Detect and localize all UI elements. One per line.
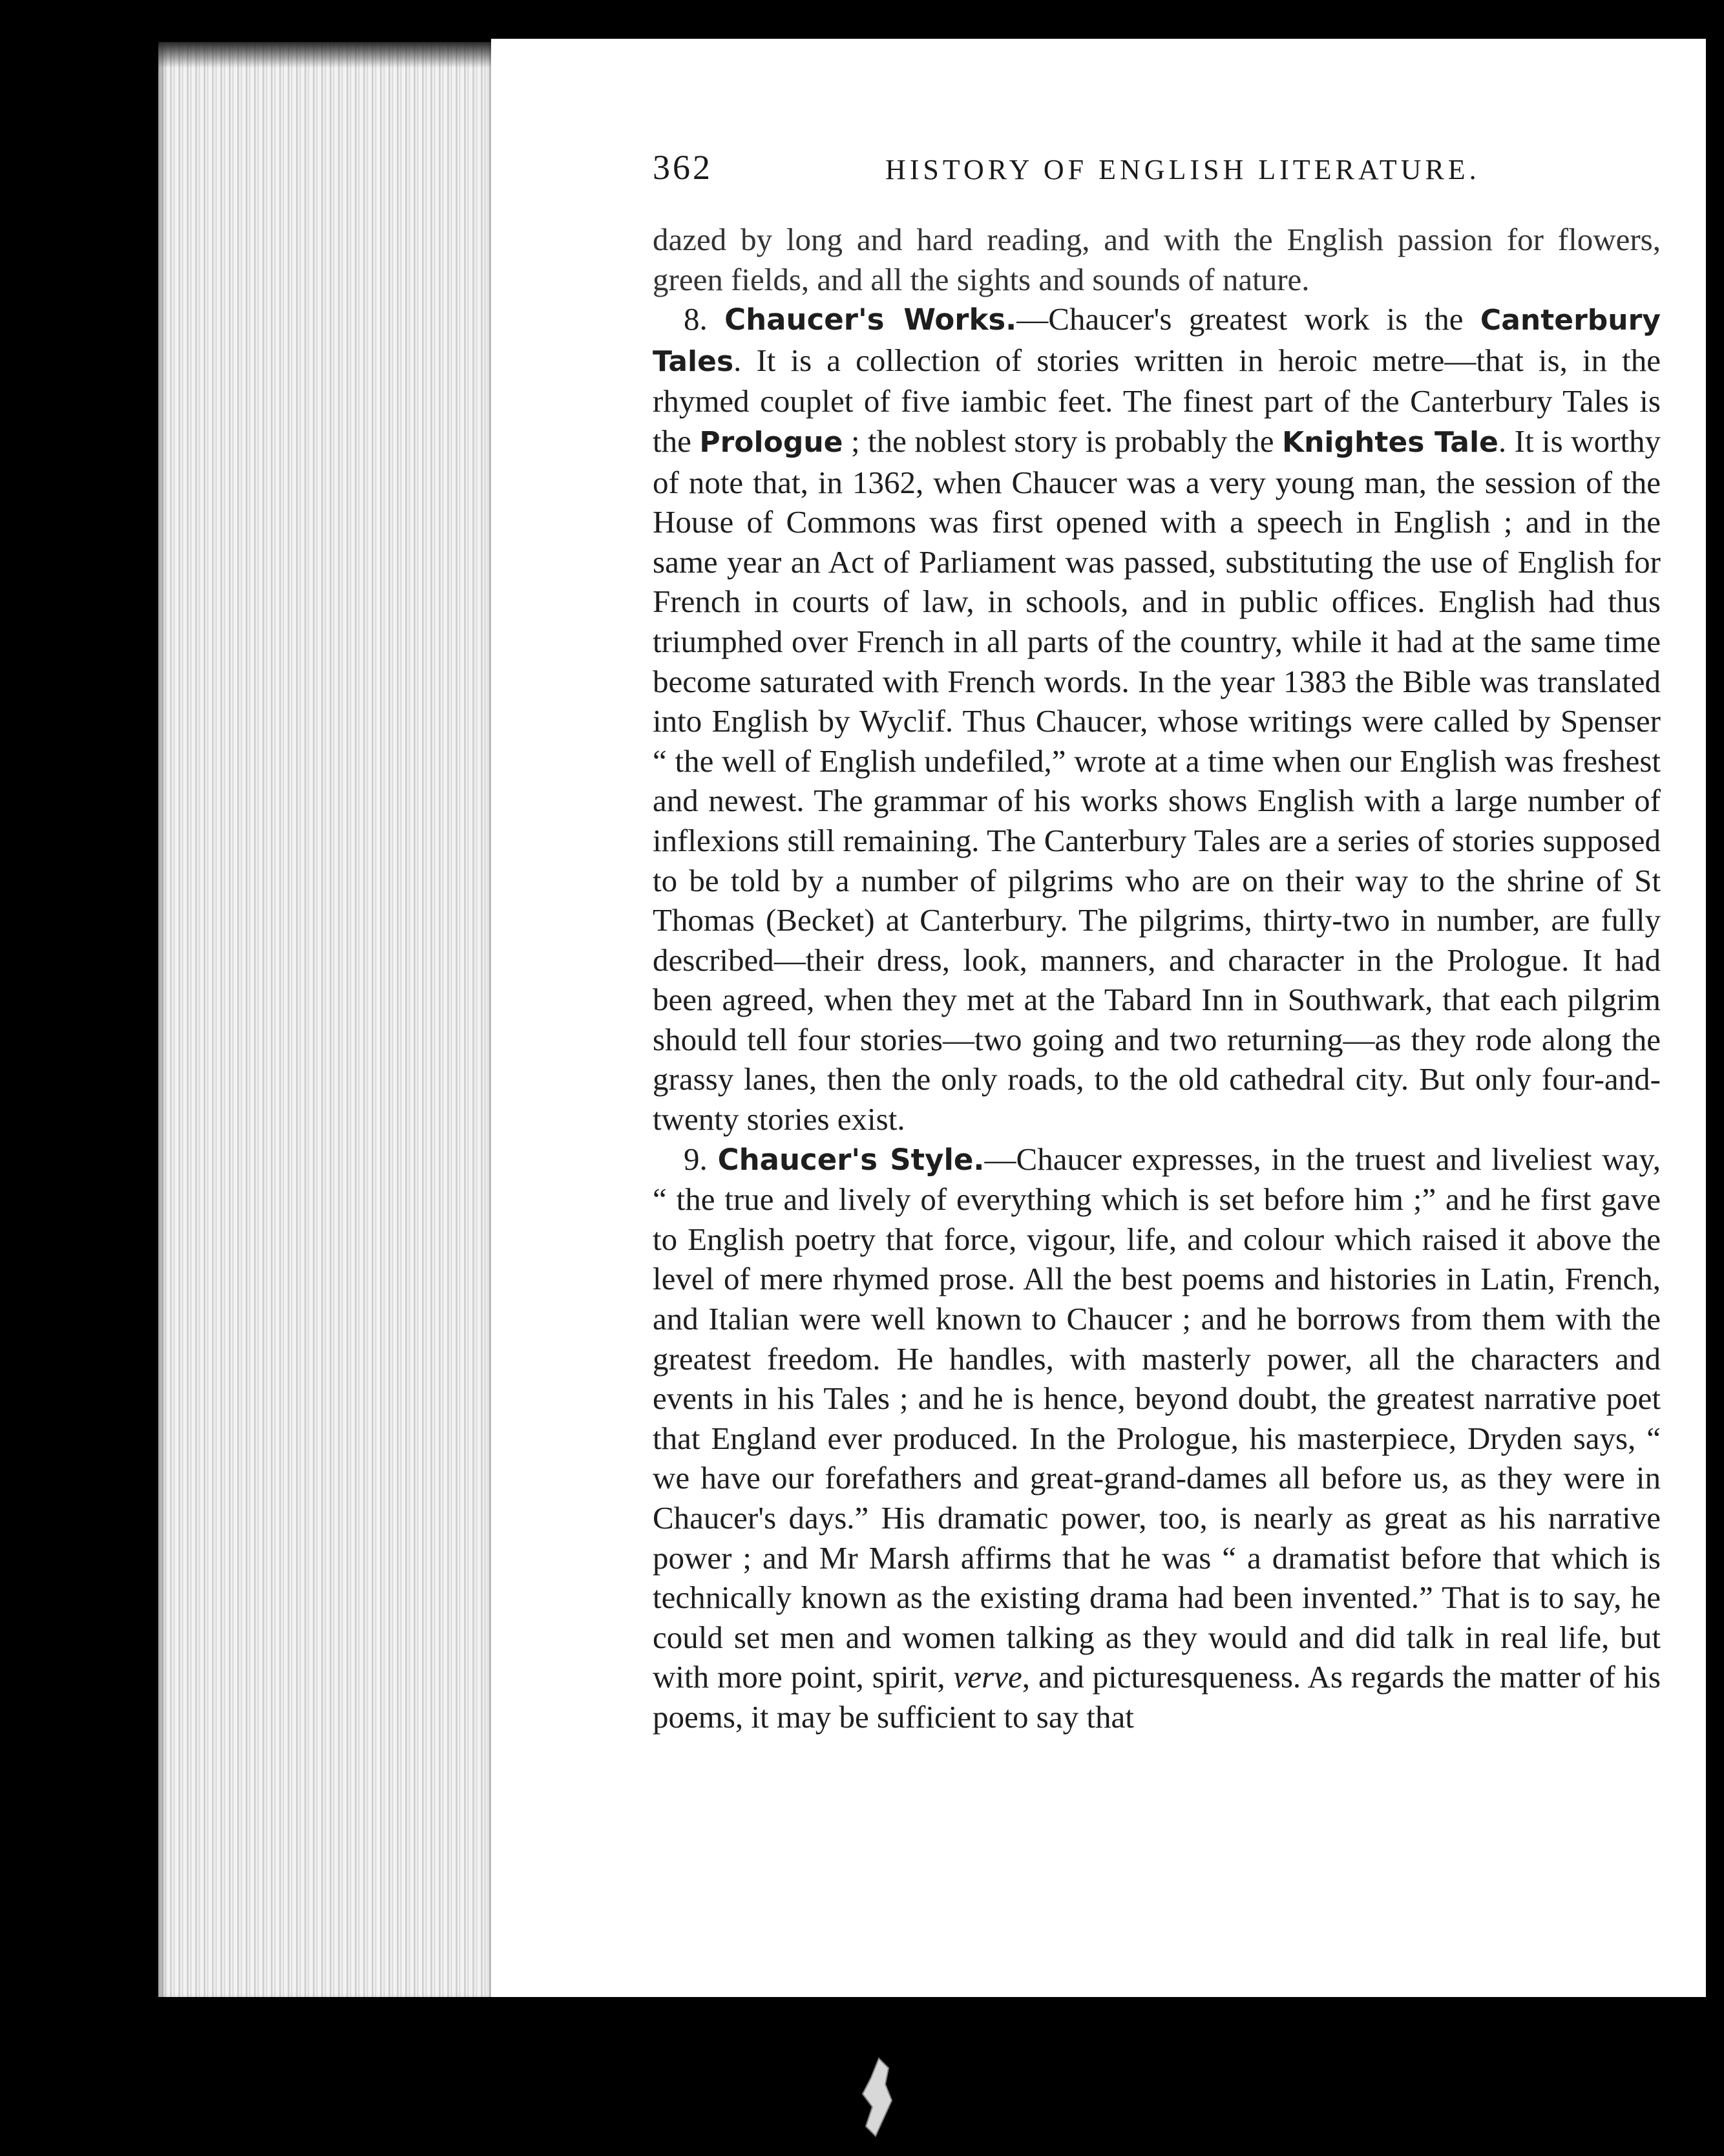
section-number: 8. xyxy=(684,301,708,337)
page-leaves xyxy=(158,42,494,2000)
section-9-paragraph xyxy=(653,1139,1661,1737)
italic-term: verve xyxy=(953,1659,1022,1695)
page-text xyxy=(653,220,1661,1737)
section-number: 9. xyxy=(684,1141,708,1177)
running-title: HISTORY OF ENGLISH LITERATURE. xyxy=(885,154,1480,185)
page-tear-mark xyxy=(853,2055,898,2139)
paragraph-continuation: dazed by long and hard reading, and with the English passion for flowers, green fields, and all the sights and sounds of nature. xyxy=(653,222,1661,297)
section-text: , and picturesqueness. As regards the matter of his poems, it may be sufficient to say that xyxy=(653,1659,1661,1735)
bold-term: Prologue xyxy=(699,425,843,459)
section-heading: Chaucer's Style. xyxy=(717,1142,985,1177)
section-text: . It is a collection of stories written in heroic metre—that is, in the rhymed couplet of five iambic feet. The finest part of the Canterbury Tales is the xyxy=(653,342,1661,459)
section-text: —Chaucer expresses, in the truest and liveliest way, “ the true and lively of everything which is set before him ;” and he first gave to English poetry that force, vigour, life, and colour which raised it above the level of mere rhymed prose. All the best poems and histories in Latin, French, and Italian were well known to Chaucer ; and he borrows from them with the greatest freedom. He handles, with masterly power, all the characters and events in his Tales ; and he is hence, beyond doubt, the greatest narrative poet that England ever produced. In the Prologue, his masterpiece, Dryden says, “ we have our forefathers and great-grand-dames all before us, as they were in Chaucer's days.” His dramatic power, too, is nearly as great as his narrative power ; and Mr Marsh affirms that he was “ a dramatist before that which is technically known as the existing drama had been invented.” That is to say, he could set men and women talking as they would and did talk in real life, but with more point, spirit, xyxy=(653,1141,1661,1695)
bottom-shadow xyxy=(158,1997,1709,2156)
section-text: —Chaucer's greatest work is the xyxy=(1016,301,1480,337)
page-header xyxy=(653,147,1667,186)
bold-term: Canterbury Tales xyxy=(653,304,1661,378)
page-number: 362 xyxy=(653,148,713,187)
section-text: ; the noblest story is probably the xyxy=(843,423,1283,459)
section-heading: Chaucer's Works. xyxy=(724,302,1017,337)
section-8-paragraph xyxy=(653,299,1661,1139)
section-text: . It is worthy of note that, in 1362, when Chaucer was a very young man, the session of the House of Commons was first opened with a speech in English ; and in the same year an Act of Parliament was passed, substituting the use of English for French in courts of law, in schools, and in public offices. English had thus triumphed over French in all parts of the country, while it had at the same time become saturated with French words. In the year 1383 the Bible was translated into English by Wyclif. Thus Chaucer, whose writings were called by Spenser “ the well of English undefiled,” wrote at a time when our English was freshest and newest. The grammar of his works shows English with a large number of inflexions still remaining. The Canterbury Tales are a series of stories supposed to be told by a number of pilgrims who are on their way to the shrine of St Thomas (Becket) at Canterbury. The pilgrims, thirty-two in number, are fully described—their dress, look, manners, and character in the Prologue. It had been agreed, when they met at the Tabard Inn in Southwark, that each pilgrim should tell four stories—two going and two returning—as they rode along the grassy lanes, then the only roads, to the old cathedral city. But only four-and-twenty stories exist. xyxy=(653,423,1661,1137)
bold-term: Knightes Tale xyxy=(1282,425,1498,459)
